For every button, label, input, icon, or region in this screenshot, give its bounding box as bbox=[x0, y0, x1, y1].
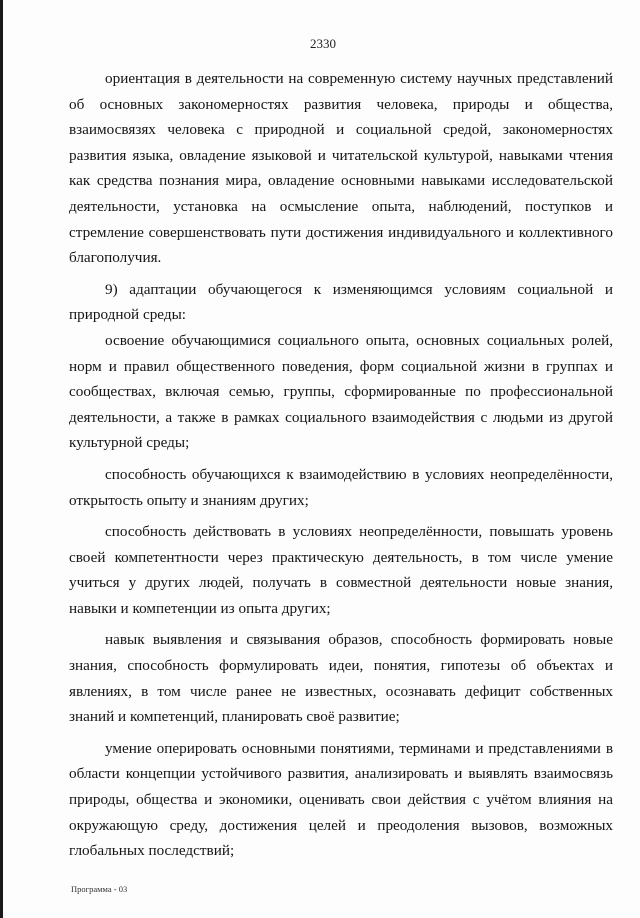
footer-program-label: Программа - 03 bbox=[71, 884, 128, 894]
page-number: 2330 bbox=[310, 36, 336, 51]
paragraph-interaction-ability: способность обучающихся к взаимодействию в условиях неопределённости, открытость опыту и знаниям других; bbox=[69, 465, 613, 509]
document-body bbox=[69, 66, 613, 864]
paragraph-uncertainty-action: способность действовать в условиях неопределённости, повышать уровень своей компетентности через практическую деятельность, в том числе умение учиться у других людей, получать в совместной деятельности новые знания, навыки и компетенции из опыта других; bbox=[69, 523, 613, 617]
paragraph-image-linking: навык выявления и связывания образов, способность формировать новые знания, способность формулировать идеи, понятия, гипотезы об объектах и явлениях, в том числе ранее не известных, осознавать дефицит собственных знаний и компетенций, планировать своё развитие; bbox=[69, 631, 613, 726]
paragraph-sustainable-development: умение оперировать основными понятиями, терминами и представлениями в области концепции устойчивого развития, анализировать и выявлять взаимосвязь природы, общества и экономики, оценивать свои действия с учётом влияния на окружающую среду, достижения целей и преодоления вызовов, возможных глобальных последствий; bbox=[69, 739, 613, 860]
paragraph-social-experience: освоение обучающимися социального опыта, основных социальных ролей, норм и правил общественного поведения, форм социальной жизни в группах и сообществах, включая семью, группы, сформированные по профессиональной деятельности, а также в рамках социального взаимодействия с людьми из другой культурной среды; bbox=[69, 331, 613, 452]
paragraph-orientation: ориентация в деятельности на современную систему научных представлений об основных закономерностях развития человека, природы и общества, взаимосвязях человека с природной и социальной средой, закономерностях развития языка, овладение языковой и читательской культурой, навыками чтения как средства познания мира, овладение основными навыками исследовательской деятельности, установка на осмысление опыта, наблюдений, поступков и стремление совершенствовать пути достижения индивидуального и коллективного благополучия. bbox=[69, 70, 613, 267]
paragraph-adaptation-heading: 9) адаптации обучающегося к изменяющимся условиям социальной и природной среды: bbox=[69, 280, 613, 324]
